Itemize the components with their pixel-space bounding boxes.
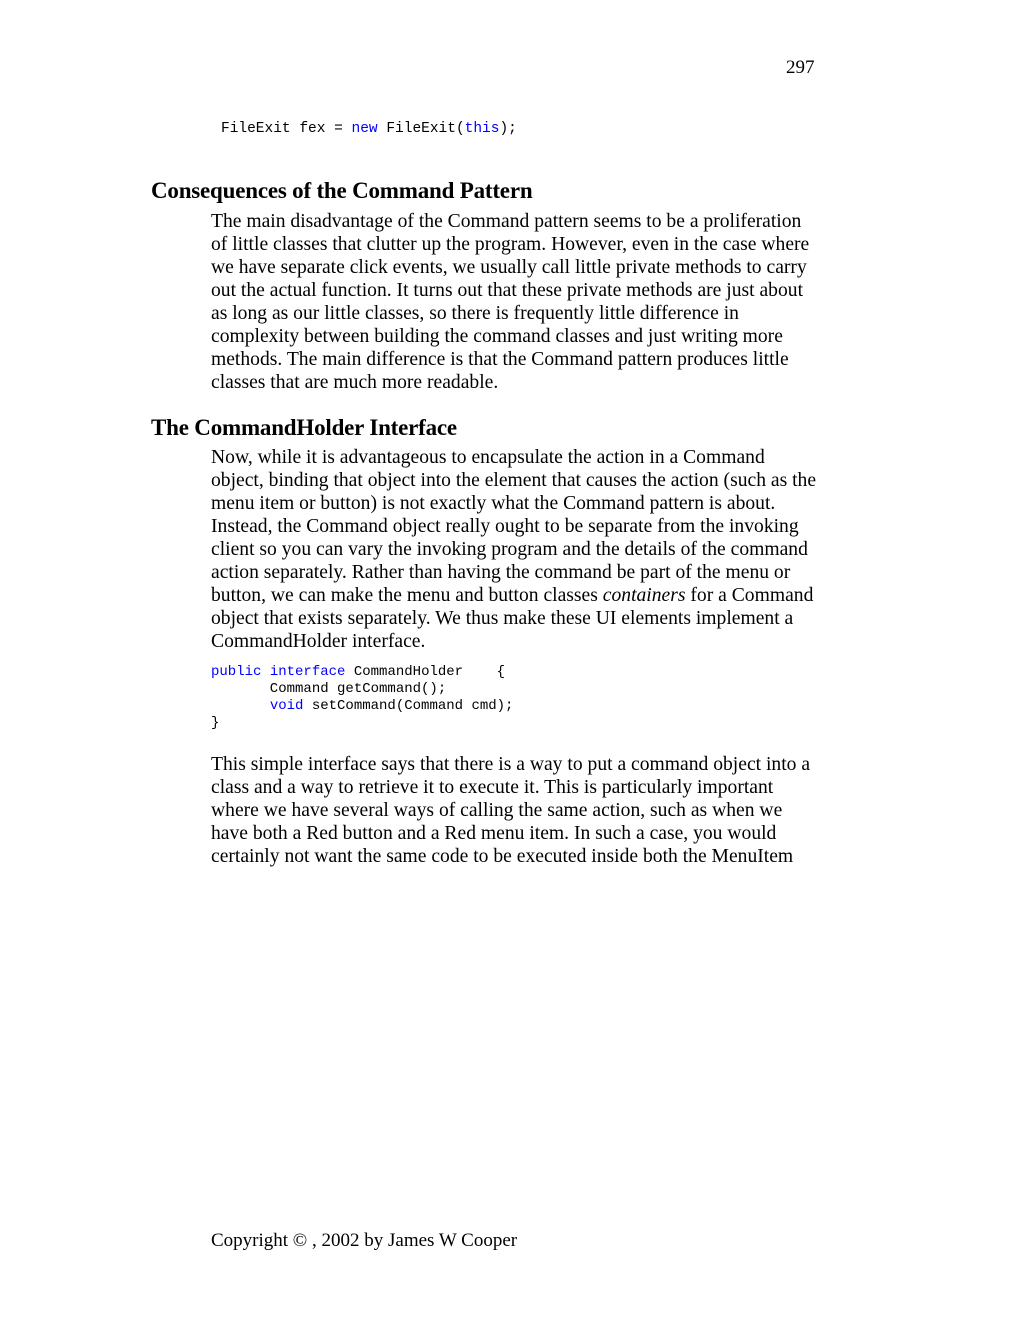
code-text: CommandHolder { (345, 664, 506, 680)
paragraph-consequences: The main disadvantage of the Command pattern seems to be a proliferation of little classes that clutter up the program. However, even in the case where we have separate click events, we usually call little private methods to carry out the actual function. It turns out that these private methods are just about as long as our little classes, so there is frequently little difference in complexity between building the command classes and just writing more methods. The main difference is that the Command pattern produces little classes that are much more readable. (211, 211, 810, 393)
paragraph-interface-explanation: This simple interface says that there is a way to put a command object into a class and a way to retrieve it to execute it. This is particularly important where we have several ways of calling the same action, such as when we have both a Red button and a Red menu item. In such a case, you would certainly not want the same code to be executed inside both the MenuItem (211, 754, 811, 867)
section-heading-commandholder: The CommandHolder Interface (151, 415, 457, 440)
code-keyword: public (211, 664, 262, 680)
code-line (211, 698, 513, 715)
code-line: Command getCommand(); (211, 681, 447, 697)
code-text: FileExit fex = (221, 121, 352, 137)
code-keyword: this (464, 121, 500, 137)
paragraph-commandholder (211, 446, 821, 653)
paragraph-text: Now, while it is advantageous to encapsulate the action in a Command object, binding that object into the element that causes the action (such as the menu item or button) is not exactly what the Command pattern is about. Instead, the Command object really ought to be separate from the invoking client so you can vary the invoking program and the details of the command action separately. Rather than having the command be part of the menu or button, we can make the menu and button classes (211, 447, 817, 606)
copyright-footer: Copyright © , 2002 by James W Cooper (211, 1230, 518, 1251)
code-block-commandholder (211, 664, 513, 732)
code-text (211, 698, 270, 714)
code-line (211, 664, 513, 681)
code-line: } (211, 715, 220, 731)
italic-term: containers (602, 585, 686, 606)
code-line-fileexit (221, 120, 517, 138)
code-text: FileExit( (377, 121, 465, 137)
code-keyword: new (351, 121, 378, 137)
code-text: setCommand(Command cmd); (303, 698, 514, 714)
code-text (261, 664, 269, 680)
code-keyword: void (269, 698, 304, 714)
code-keyword: interface (269, 664, 346, 680)
section-heading-consequences: Consequences of the Command Pattern (151, 178, 533, 203)
code-text: ); (499, 121, 517, 137)
paragraph-text: for a Command object that exists separately. We thus make these UI elements implement a CommandHolder interface. (211, 585, 814, 652)
page-number: 297 (786, 57, 815, 78)
